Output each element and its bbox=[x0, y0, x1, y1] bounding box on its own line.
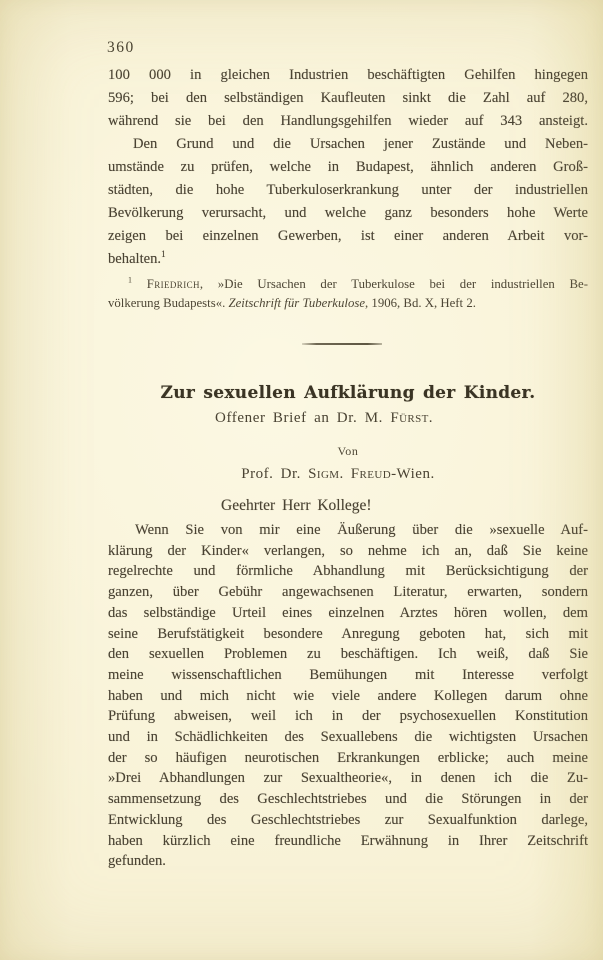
subtitle-text: Offener Brief an Dr. M. bbox=[215, 410, 391, 426]
text-line: Bevölkerung verursacht, und welche ganz besonders hohe Werte bbox=[108, 205, 588, 221]
text-line: zeigen bei einzelnen Gewerben, ist einer anderen Arbeit vor- bbox=[108, 228, 588, 244]
text-line: Prüfung abweisen, weil ich in der psychosexuellen Konstitution bbox=[108, 708, 588, 725]
text-line: städten, die hohe Tuberkuloserkrankung unter der industriellen bbox=[108, 182, 588, 198]
text-line: 100 000 in gleichen Industrien beschäftigten Gehilfen hingegen bbox=[108, 67, 588, 83]
text-line: umstände zu prüfen, welche in Budapest, ähnlich anderen Groß- bbox=[108, 159, 588, 175]
author-line bbox=[98, 466, 578, 483]
text-line: gefunden. bbox=[108, 853, 166, 870]
text-line: und in Schädlichkeiten des Sexuallebens die wichtigsten Ursachen bbox=[108, 729, 588, 746]
text-line: während sie bei den Handlungsgehilfen wieder auf 343 ansteigt. bbox=[108, 113, 588, 129]
footnote-text: , »Die Ursachen der Tuberkulose bei der industriellen Be- bbox=[199, 277, 588, 291]
section-divider-rule bbox=[302, 343, 382, 345]
footnote-reference-marker: 1 bbox=[161, 249, 166, 260]
footnote-line bbox=[108, 275, 588, 294]
text-line: haben und mich nicht wie viele andere Kollegen darum ohne bbox=[108, 687, 588, 704]
footnote-text: völkerung Budapests«. bbox=[108, 295, 229, 310]
text-line: der so häufigen neurotischen Erkrankungen erblicke; auch meine bbox=[108, 749, 588, 766]
author-location-text: -Wien. bbox=[391, 466, 435, 482]
author-title-text: Prof. Dr. bbox=[241, 466, 309, 482]
footnote-line bbox=[108, 294, 588, 313]
text-line: »Drei Abhandlungen zur Sexualtheorie«, in denen ich die Zu- bbox=[108, 770, 588, 787]
text-line: klärung der Kinder« verlangen, so nehme ich an, daß Sie keine bbox=[108, 542, 588, 559]
letter-salutation: Geehrter Herr Kollege! bbox=[221, 497, 372, 514]
article-subtitle bbox=[84, 410, 564, 427]
paragraph-end-text: behalten. bbox=[108, 251, 162, 267]
footnote-marker: 1 bbox=[128, 275, 132, 285]
text-line: Entwicklung des Geschlechtstriebes zur Sexualfunktion darlege, bbox=[108, 811, 588, 828]
addressee-name: Fürst. bbox=[390, 410, 433, 426]
text-line: 596; bei den selbständigen Kaufleuten sinkt die Zahl auf 280, bbox=[108, 90, 588, 106]
letter-body-block bbox=[108, 520, 588, 872]
footnote-block bbox=[108, 275, 588, 312]
text-line: ganzen, über Gebühr angewachsenen Literatur, erwarten, sondern bbox=[108, 584, 588, 601]
article-title: Zur sexuellen Aufklärung der Kinder. bbox=[160, 383, 536, 403]
journal-title: Zeitschrift für Tuberkulose bbox=[228, 295, 366, 310]
text-line: den sexuellen Problemen zu beschäftigen. Ich weiß, daß Sie bbox=[108, 646, 588, 663]
text-line: das selbständige Urteil eines einzelnen Arztes hören wollen, dem bbox=[108, 604, 588, 621]
byline-von: Von bbox=[337, 444, 359, 458]
author-name: Sigm. Freud bbox=[308, 466, 392, 482]
text-line: meine wissenschaftlichen Bemühungen mit Interesse verfolgt bbox=[108, 666, 588, 683]
footnote-author-name: Friedrich bbox=[146, 277, 200, 291]
text-line: regelrechte und förmliche Abhandlung mit Berücksichtigung der bbox=[108, 563, 588, 580]
previous-article-text-block bbox=[108, 64, 588, 271]
page-number: 360 bbox=[107, 39, 135, 56]
text-line: Wenn Sie von mir eine Äußerung über die »sexuelle Auf- bbox=[135, 522, 588, 538]
text-line: Den Grund und die Ursachen jener Zustände und Neben- bbox=[133, 136, 588, 152]
text-line bbox=[108, 248, 588, 271]
text-line: sammensetzung des Geschlechtstriebes und die Störungen in der bbox=[108, 791, 588, 808]
text-line: haben kürzlich eine freundliche Erwähnung in Ihrer Zeitschrift bbox=[108, 832, 588, 849]
footnote-text: , 1906, Bd. X, Heft 2. bbox=[365, 295, 476, 310]
text-line: seine Berufstätigkeit besondere Anregung geboten hat, sich mit bbox=[108, 625, 588, 642]
footnote-space bbox=[132, 277, 147, 291]
